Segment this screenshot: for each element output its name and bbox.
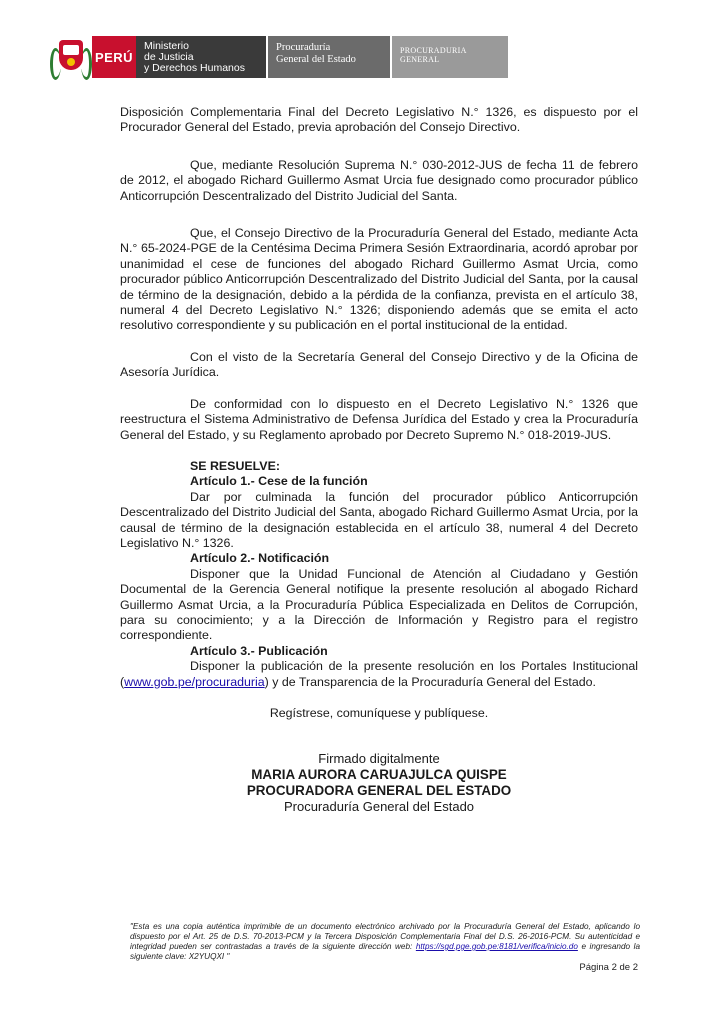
article-3-title: Artículo 3.- Publicación	[190, 643, 328, 658]
article-1-title: Artículo 1.- Cese de la función	[190, 474, 368, 489]
document-body	[120, 105, 638, 721]
peru-logo-label: PERÚ	[92, 36, 136, 78]
page-number: Página 2 de 2	[579, 962, 638, 973]
paragraph-2: Que, mediante Resolución Suprema N.° 030-2012-JUS de fecha 11 de febrero de 2012, el abogado Richard Guillermo Asmat Urcia fue designado como procurador público Anticorrupción Descentralizado del Distrito Judicial del Santa.	[120, 157, 638, 203]
national-coat-of-arms-icon	[50, 36, 92, 78]
signature-block	[120, 751, 638, 815]
signer-organization: Procuraduría General del Estado	[283, 799, 475, 814]
procuraduria-general-label: PROCURADURIA GENERAL	[392, 36, 508, 78]
procuraduria-label: Procuraduría General del Estado	[268, 36, 390, 78]
closing-formula: Regístrese, comuníquese y publíquese.	[269, 706, 489, 720]
paragraph-3: Que, el Consejo Directivo de la Procuraduría General del Estado, mediante Acta N.° 65-2024-PGE de la Centésima Decima Primera Sesión Extraordinaria, acordó aprobar por unanimidad el cese de funciones del abogado Richard Guillermo Asmat Urcia, como procurador público Anticorrupción Descentralizado del Distrito Judicial del Santa, por la causal de término de la designación, debido a la pérdida de la confianza, prevista en el artículo 38, numeral 4 del Decreto Legislativo N.° 1326; disponiendo además que se emita el acto resolutivo correspondiente y su publicación en el portal institucional de la entidad.	[120, 226, 638, 333]
document-header	[50, 36, 508, 78]
verification-link[interactable]: https://sgd.pge.gob.pe:8181/verifica/inicio.do	[415, 942, 578, 951]
paragraph-5: De conformidad con lo dispuesto en el Decreto Legislativo N.° 1326 que reestructura el Sistema Administrativo de Defensa Jurídica del Estado y crea la Procuraduría General del Estado, y su Reglamento aprobado por Decreto Supremo N.° 018-2019-JUS.	[120, 396, 638, 442]
signer-name: MARIA AURORA CARUAJULCA QUISPE	[251, 767, 507, 782]
signer-title: PROCURADORA GENERAL DEL ESTADO	[246, 783, 512, 798]
paragraph-4: Con el visto de la Secretaría General del Consejo Directivo y de la Oficina de Asesoría Jurídica.	[120, 349, 638, 380]
ministry-label: Ministerio de Justicia y Derechos Humanos	[136, 36, 266, 78]
digital-signature-label: Firmado digitalmente	[318, 751, 440, 766]
paragraph-1: Disposición Complementaria Final del Decreto Legislativo N.° 1326, es dispuesto por el Procurador General del Estado, previa aprobación del Consejo Directivo.	[120, 105, 638, 135]
article-2-title: Artículo 2.- Notificación	[190, 551, 330, 566]
procuraduria-portal-link[interactable]: www.gob.pe/procuraduria	[124, 674, 265, 689]
article-1-body: Dar por culminada la función del procurador público Anticorrupción Descentralizado del Distrito Judicial del Santa, abogado Richard Guillermo Asmat Urcia, por la causal de término de la designación establecida en el artículo 38, numeral 4 del Decreto Legislativo N.° 1326.	[120, 489, 638, 550]
authenticity-note: "Esta es una copia auténtica imprimible de un documento electrónico archivado por la Procuraduría General del Estado, aplicando lo dispuesto por el Art. 25 de D.S. 70-2013-PCM y la Tercera Disposición Complementaria Final del D.S. 26-2016-PCM. Su autenticidad e integridad pueden ser contrastadas a través de la siguiente dirección web: https://sgd.pge.gob.pe:8181/verifica/inicio.do e ingresando la siguiente clave: X2YUQXI "	[130, 922, 641, 961]
resolve-heading: SE RESUELVE:	[190, 458, 280, 473]
article-3-body: Disponer la publicación de la presente resolución en los Portales Institucional (www.gob.pe/procuraduria) y de Transparencia de la Procuraduría General del Estado.	[120, 659, 638, 689]
article-2-body: Disponer que la Unidad Funcional de Atención al Ciudadano y Gestión Documental de la Gerencia General notifique la presente resolución al abogado Richard Guillermo Asmat Urcia, a la Procuraduría Pública Especializada en Delitos de Corrupción, para su conocimiento; y a la Dirección de Información y Registro para el registro correspondiente.	[120, 566, 638, 643]
